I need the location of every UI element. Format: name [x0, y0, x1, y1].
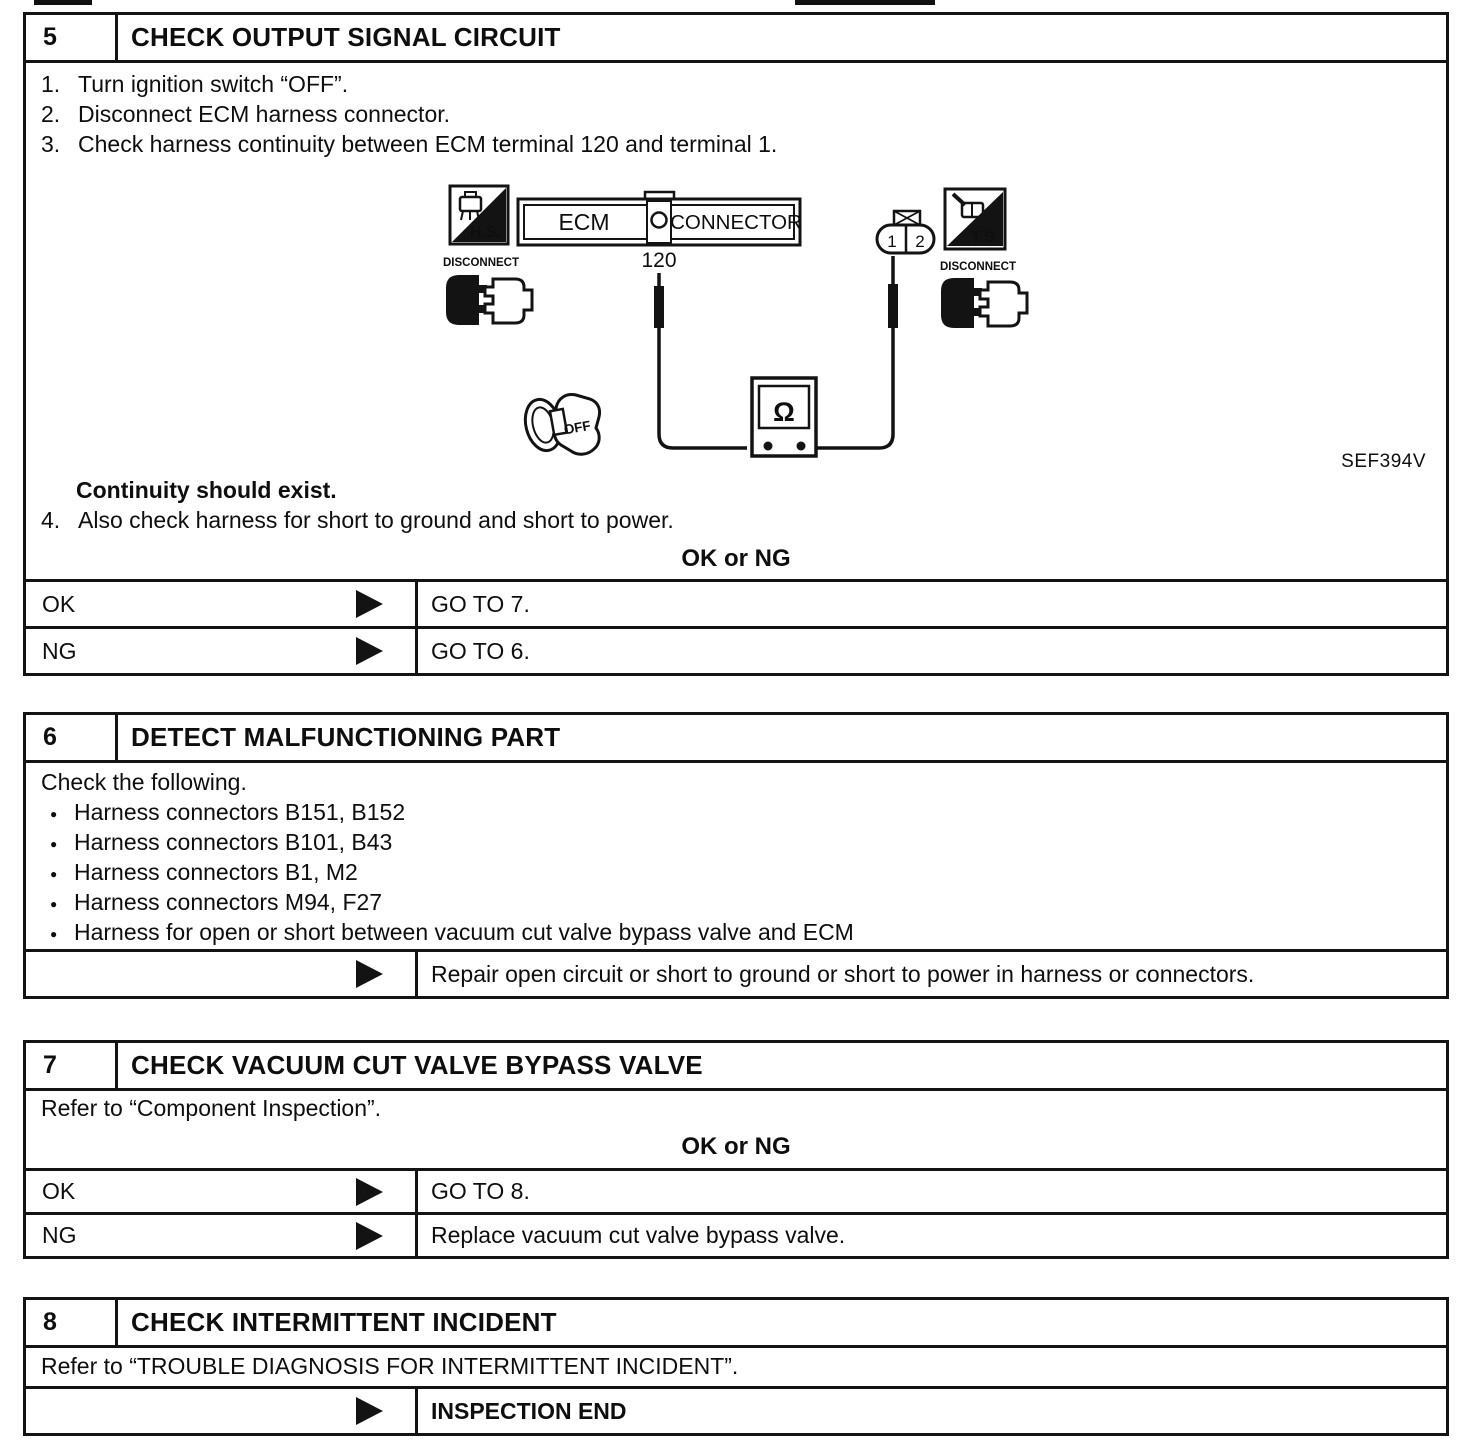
decision-label: OK or NG [681, 1133, 791, 1160]
connector-label: CONNECTOR [670, 211, 802, 234]
decision-condition [26, 1389, 418, 1433]
step-number: 6 [26, 715, 118, 760]
procedure-box-8 [23, 1297, 1449, 1436]
list-item [50, 799, 405, 826]
result-arrow-icon [356, 1222, 383, 1250]
step-text: Check harness continuity between ECM terminal 120 and terminal 1. [78, 131, 778, 157]
pin-1-label: 1 [887, 232, 897, 251]
bullet-text: Harness connectors B151, B152 [74, 799, 406, 825]
condition-label: NG [42, 1222, 77, 1248]
intro-text: Refer to “Component Inspection”. [41, 1095, 382, 1121]
list-item [50, 829, 392, 856]
intro-text: Check the following. [41, 769, 247, 795]
decision-action: Replace vacuum cut valve bypass valve. [431, 1222, 846, 1248]
decision-row-ok [26, 1168, 1446, 1212]
result-arrow-icon [356, 590, 383, 618]
list-item [50, 919, 854, 946]
disconnect-connector-icon [446, 275, 532, 325]
step-number: 5 [26, 15, 118, 60]
bullet-icon: ● [50, 806, 58, 821]
decision-condition [26, 952, 418, 996]
condition-label: NG [42, 637, 77, 664]
key-off-label: OFF [562, 417, 592, 438]
step-text: Turn ignition switch “OFF”. [78, 71, 349, 97]
hs-badge-label: H.S. [469, 224, 501, 241]
instruction-step [41, 71, 348, 98]
result-arrow-icon [356, 1397, 383, 1425]
bullet-icon: ● [50, 926, 58, 941]
bullet-text: Harness connectors M94, F27 [74, 889, 383, 915]
list-item [50, 859, 358, 886]
instruction-step [41, 131, 777, 158]
bullet-icon: ● [50, 836, 58, 851]
procedure-box-7 [23, 1040, 1449, 1259]
step-number: 8 [26, 1300, 118, 1345]
procedure-body [26, 1348, 1446, 1386]
pin-connector-icon [877, 211, 934, 253]
decision-condition [26, 1171, 418, 1212]
procedure-body [26, 1091, 1446, 1168]
result-arrow-icon [356, 1178, 383, 1206]
procedure-header [26, 1300, 1446, 1348]
ecm-label: ECM [558, 209, 610, 235]
step-text: Also check harness for short to ground and short to power. [78, 507, 674, 533]
scan-artifact [34, 0, 92, 5]
decision-row [26, 1386, 1446, 1433]
procedure-body [26, 763, 1446, 949]
step-index: 3. [41, 131, 61, 157]
procedure-body [26, 63, 1446, 579]
bullet-icon: ● [50, 896, 58, 911]
condition-label: OK [42, 590, 76, 617]
step-title: CHECK VACUUM CUT VALVE BYPASS VALVE [131, 1050, 703, 1080]
ohm-symbol: Ω [773, 397, 795, 427]
condition-label: OK [42, 1178, 76, 1204]
continuity-note: Continuity should exist. [76, 477, 337, 503]
decision-row-ng [26, 1212, 1446, 1256]
decision-condition [26, 629, 418, 673]
decision-action: Repair open circuit or short to ground or short to power in harness or connectors. [431, 960, 1255, 987]
step-number: 7 [26, 1043, 118, 1088]
pin-2-label: 2 [915, 232, 925, 251]
procedure-box-5 [23, 12, 1449, 676]
intro-text: Refer to “TROUBLE DIAGNOSIS FOR INTERMITTENT INCIDENT”. [41, 1353, 739, 1379]
decision-action: GO TO 7. [431, 590, 530, 617]
result-arrow-icon [356, 637, 383, 665]
instruction-step [41, 507, 674, 534]
decision-row [26, 949, 1446, 996]
decision-condition [26, 1215, 418, 1256]
bullet-icon: ● [50, 866, 58, 881]
procedure-header [26, 1043, 1446, 1091]
terminal-120-label: 120 [641, 249, 677, 272]
list-item [50, 889, 382, 916]
circuit-diagram [430, 173, 1444, 473]
procedure-box-6 [23, 712, 1449, 999]
bullet-text: Harness connectors B101, B43 [74, 829, 393, 855]
scan-artifact [795, 0, 935, 5]
figure-code: SEF394V [1341, 451, 1426, 472]
decision-label: OK or NG [681, 545, 791, 572]
procedure-header [26, 15, 1446, 63]
step-text: Disconnect ECM harness connector. [78, 101, 451, 127]
step-index: 4. [41, 507, 61, 533]
result-arrow-icon [356, 960, 383, 988]
ts-badge-label: T.S. [971, 229, 999, 246]
instruction-step [41, 101, 450, 128]
disconnect-label-left: DISCONNECT [442, 257, 520, 269]
decision-row-ok [26, 579, 1446, 626]
step-title: DETECT MALFUNCTIONING PART [131, 722, 561, 752]
step-index: 2. [41, 101, 61, 127]
step-index: 1. [41, 71, 61, 97]
decision-action: GO TO 6. [431, 637, 530, 664]
step-title: CHECK OUTPUT SIGNAL CIRCUIT [131, 22, 561, 52]
bullet-text: Harness for open or short between vacuum cut valve bypass valve and ECM [74, 919, 854, 945]
procedure-header [26, 715, 1446, 763]
decision-action: INSPECTION END [431, 1397, 627, 1424]
step-title: CHECK INTERMITTENT INCIDENT [131, 1307, 557, 1337]
disconnect-connector-icon [941, 278, 1027, 328]
decision-row-ng [26, 626, 1446, 673]
disconnect-label-right: DISCONNECT [939, 261, 1017, 273]
bullet-text: Harness connectors B1, M2 [74, 859, 358, 885]
decision-condition [26, 582, 418, 626]
decision-action: GO TO 8. [431, 1178, 530, 1204]
